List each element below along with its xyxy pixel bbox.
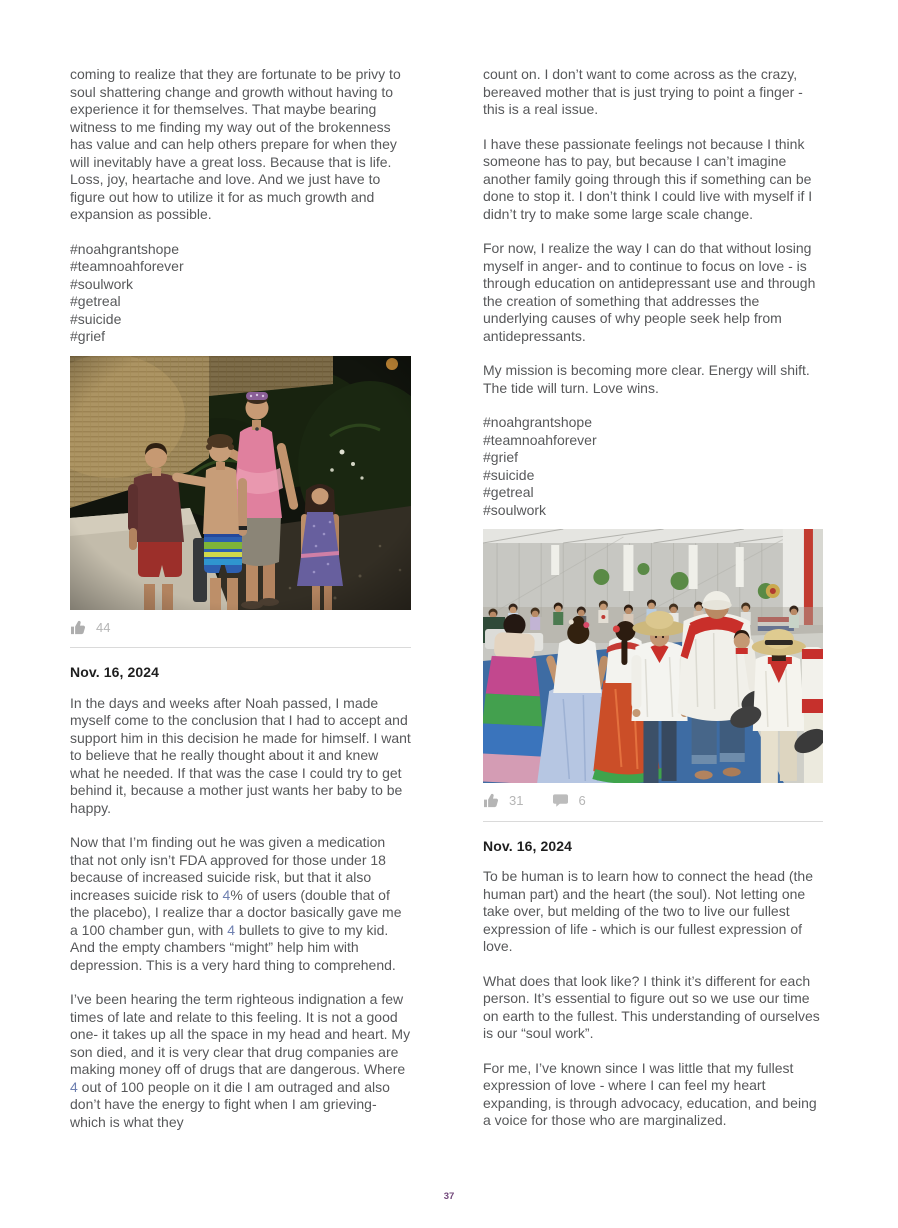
body-paragraph: coming to realize that they are fortunate to be privy to soul shattering change and growth without having to experience it for themselves. That maybe bearing witness to me finding my way out of the brokenness has value and can help others prepare for when they will inevitably have a great loss. Because that is life. Loss, joy, heartache and love. And we just have to figure out how to utilize it for as much growth and expansion as possible. xyxy=(70,66,401,222)
post-divider xyxy=(70,647,411,648)
hashtag-list xyxy=(70,241,411,346)
comment-icon xyxy=(552,793,569,808)
left-column xyxy=(70,66,411,1148)
body-paragraph: count on. I don’t want to come across as the crazy, bereaved mother that is just trying to point a finger - this is a real issue. xyxy=(483,66,803,117)
hashtag: #grief xyxy=(70,328,106,344)
body-paragraph: Now that I’m finding out he was given a medication that not only isn’t FDA approved for those under 18 because of increased suicide risk, but that it also increases suicide risk to 4% of users (double that of the placebo), I realize thar a doctor basically gave me a 100 chamber gun, with 4 bullets to give to my kid. And the empty chambers “might” help him with depression. This is a very hard thing to comprehend. xyxy=(70,834,402,973)
hashtag: #soulwork xyxy=(70,275,134,292)
like-row xyxy=(483,792,823,810)
hashtag: #noahgrantshope xyxy=(70,240,179,257)
body-paragraph: What does that look like? I think it’s different for each person. It’s essential to figure out so we use our time on earth to the fullest. This understanding of ourselves is our “soul work”. xyxy=(483,972,820,1041)
page-number: 37 xyxy=(443,1191,455,1202)
body-paragraph: In the days and weeks after Noah passed, I made myself come to the conclusion that I had to accept and support him in this decision he made for himself. I want to believe that he really thought about it and knew what he needed. If that was the case I could try to get behind it, because a mother just wants her baby to be happy. xyxy=(70,694,411,816)
body-paragraph: For me, I’ve known since I was little that my fullest expression of love - where I can feel my heart expanding, is through advocacy, education, and being a voice for those who are marginalized. xyxy=(483,1059,817,1128)
hashtag: #soulwork xyxy=(483,501,547,518)
hashtag: #teamnoahforever xyxy=(70,258,184,274)
body-paragraph: My mission is becoming more clear. Energy will shift. The tide will turn. Love wins. xyxy=(483,362,810,396)
like-row xyxy=(70,619,411,637)
hashtag: #suicide xyxy=(483,466,535,483)
post-date-heading: Nov. 16, 2024 xyxy=(70,664,159,680)
hashtag: #getreal xyxy=(483,484,534,500)
body-paragraph: For now, I realize the way I can do that without losing myself in anger- and to continue to focus on love - is through education on antidepressant use and through the creation of something that addresses the underlying causes of why people seek help from antidepressants. xyxy=(483,240,816,344)
body-paragraph: To be human is to learn how to connect the head (the human part) and the heart (the soul). Not letting one take over, but melding of the two to live our fullest expression of life - which is our fullest expression of love. xyxy=(483,868,813,954)
thumbs-up-icon xyxy=(483,793,500,808)
hashtag: #teamnoahforever xyxy=(483,431,597,448)
post-divider xyxy=(483,821,823,822)
comment-count: 6 xyxy=(578,793,586,808)
thumbs-up-icon xyxy=(70,620,87,635)
night-family-photo xyxy=(70,356,411,610)
body-paragraph: I’ve been hearing the term righteous indignation a few times of late and relate to this feeling. It is not a good one- it takes up all the space in my head and heart. My son died, and it is very clear that drug companies are making money off of drugs that are dangerous. Where 4 out of 100 people on it die I am outraged and also don’t have the energy to fight when I am grieving- which is what they xyxy=(70,991,411,1130)
right-column xyxy=(483,66,823,1147)
hashtag: #noahgrantshope xyxy=(483,414,592,430)
hashtag: #grief xyxy=(483,449,519,465)
hashtag: #suicide xyxy=(70,310,122,327)
body-paragraph: I have these passionate feelings not because I think someone has to pay, but because I can’t imagine another family going through this if something can be done to stop it. I don’t think I could live with myself if I didn’t try to make some large scale change. xyxy=(483,135,813,222)
folk-costume-crowd-photo xyxy=(483,529,823,783)
hashtag: #getreal xyxy=(70,293,121,309)
small-girl-face xyxy=(734,630,750,654)
like-count: 44 xyxy=(96,619,111,635)
post-date-heading: Nov. 16, 2024 xyxy=(483,837,572,854)
hashtag-list xyxy=(483,414,823,519)
like-count: 31 xyxy=(509,793,524,808)
